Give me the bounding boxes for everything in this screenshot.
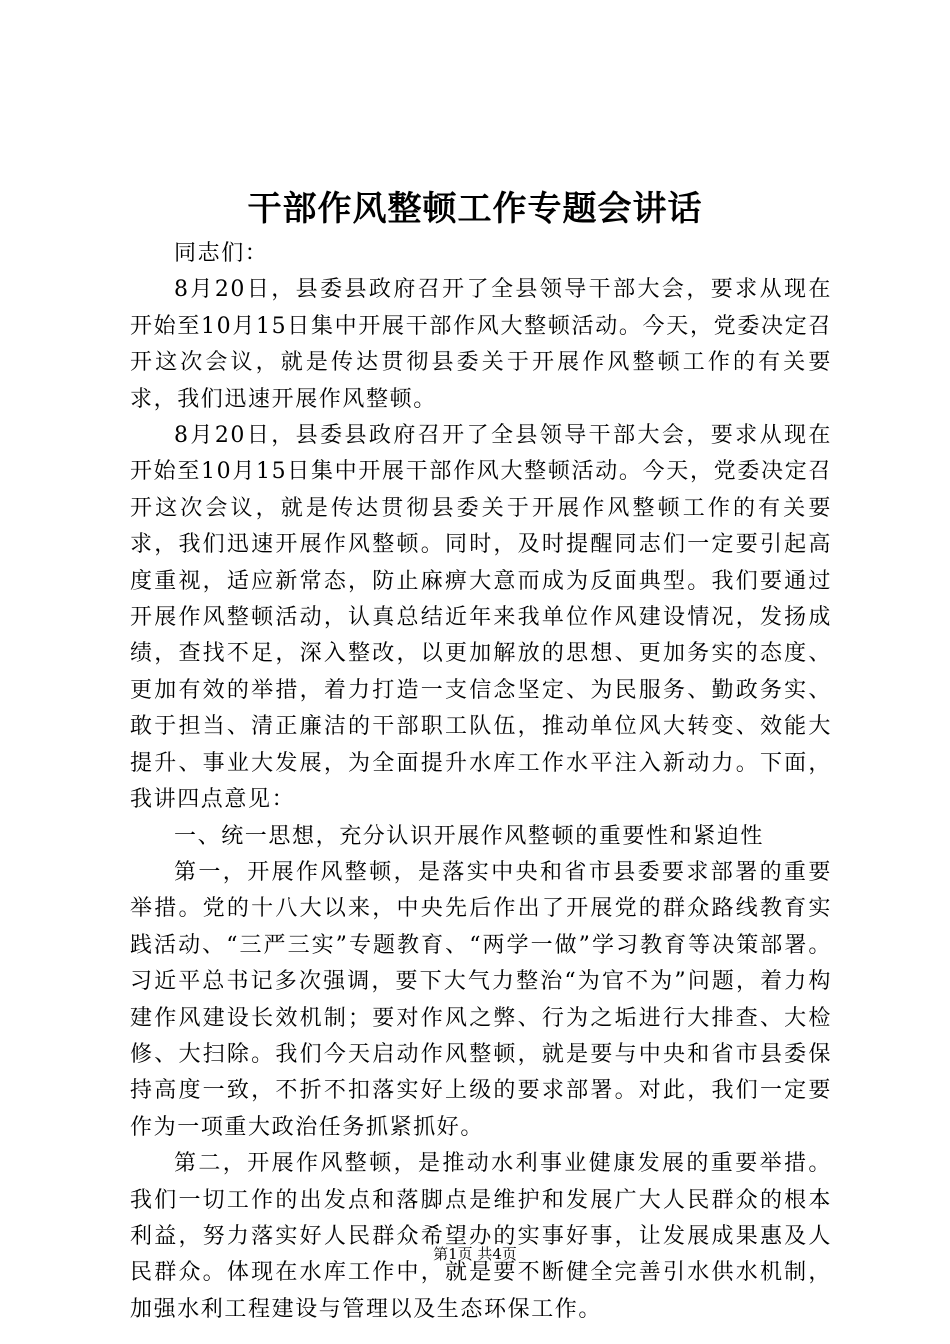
greeting: 同志们： — [174, 241, 269, 266]
document-body — [130, 236, 832, 1328]
page-footer: 第1页 共4页 — [433, 1245, 517, 1263]
document-title: 干部作风整顿工作专题会讲话 — [247, 189, 703, 229]
paragraph-1: 8月20日，县委县政府召开了全县领导干部大会，要求从现在开始至10月15日集中开展干部作风大整顿活动。今天，党委决定召开这次会议，就是传达贯彻县委关于开展作风整顿工作的有关要求，我们迅速开展作风整顿。 — [130, 277, 832, 412]
paragraph-2: 8月20日，县委县政府召开了全县领导干部大会，要求从现在开始至10月15日集中开展干部作风大整顿活动。今天，党委决定召开这次会议，就是传达贯彻县委关于开展作风整顿工作的有关要求，我们迅速开展作风整顿。同时，及时提醒同志们一定要引起高度重视，适应新常态，防止麻痹大意而成为反面典型。我们要通过开展作风整顿活动，认真总结近年来我单位作风建设情况，发扬成绩，查找不足，深入整改，以更加解放的思想、更加务实的态度、更加有效的举措，着力打造一支信念坚定、为民服务、勤政务实、敢于担当、清正廉洁的干部职工队伍，推动单位风大转变、效能大提升、事业大发展，为全面提升水库工作水平注入新动力。下面，我讲四点意见： — [130, 423, 832, 813]
paragraph-4: 第二，开展作风整顿，是推动水利事业健康发展的重要举措。我们一切工作的出发点和落脚点是维护和发展广大人民群众的根本利益，努力落实好人民群众希望办的实事好事，让发展成果惠及人民群众。体现在水库工作中，就是要不断健全完善引水供水机制，加强水利工程建设与管理以及生态环保工作。 — [130, 1151, 832, 1322]
paragraph-3: 第一，开展作风整顿，是落实中央和省市县委要求部署的重要举措。党的十八大以来，中央先后作出了开展党的群众路线教育实践活动、“三严三实”专题教育、“两学一做”学习教育等决策部署。习近平总书记多次强调，要下大气力整治“为官不为”问题，着力构建作风建设长效机制；要对作风之弊、行为之垢进行大排查、大检修、大扫除。我们今天启动作风整顿，就是要与中央和省市县委保持高度一致，不折不扣落实好上级的要求部署。对此，我们一定要作为一项重大政治任务抓紧抓好。 — [130, 859, 832, 1140]
section-heading-1: 一、统一思想，充分认识开展作风整顿的重要性和紧迫性 — [174, 823, 765, 849]
